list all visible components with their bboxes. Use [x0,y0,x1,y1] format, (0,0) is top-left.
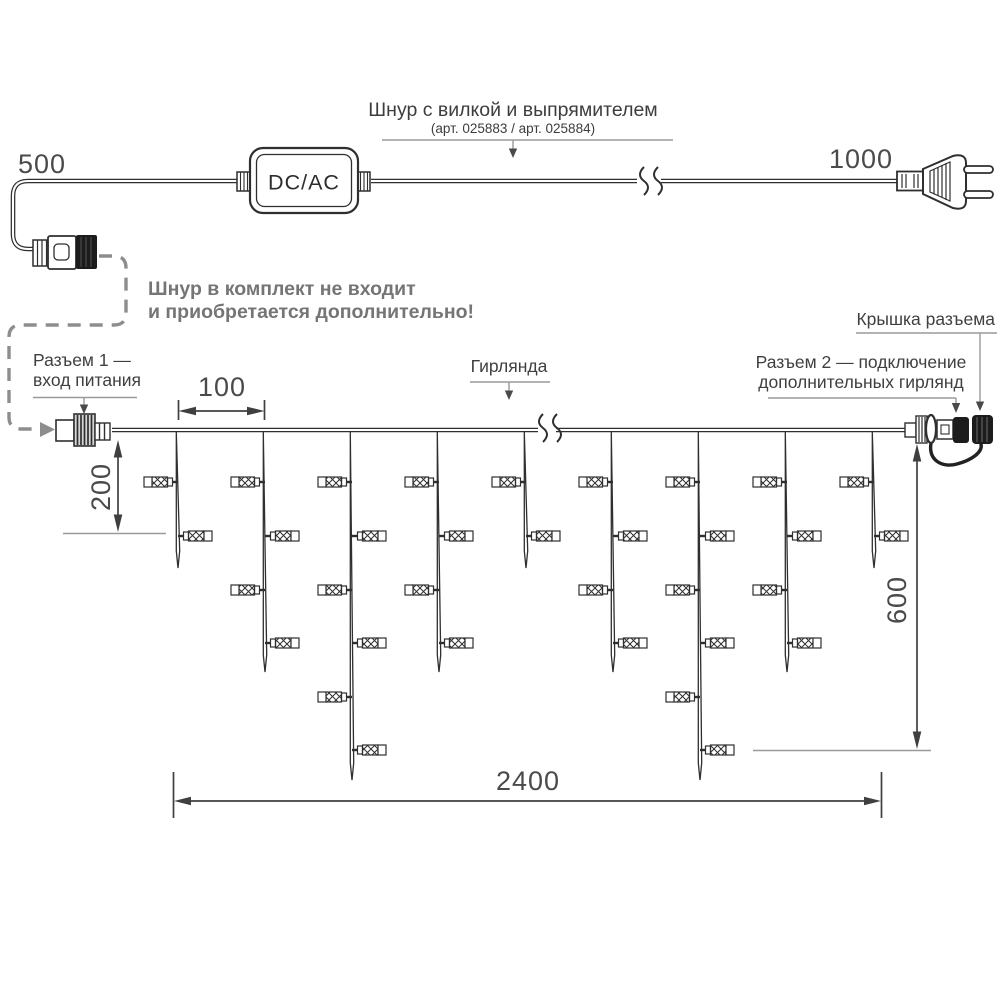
led-bulb [700,638,734,648]
led-bulb [231,585,265,595]
cable-break-symbol [638,167,662,195]
garland-label: Гирлянда [470,356,548,376]
led-bulb [579,585,613,595]
connector-2-body [953,417,969,443]
drop-strand [840,432,908,568]
led-bulb [352,745,386,755]
connector-2-label-line2: дополнительных гирлянд [758,372,964,392]
dashed-arrowhead [40,422,55,437]
cap-strap [931,443,982,465]
garland-label-leader [470,382,550,400]
drop-strand [405,432,473,672]
connector-2-label-line1: Разъем 2 — подключение [755,352,967,372]
dim-200-label: 200 [86,462,116,512]
garland-break-symbol [539,414,561,442]
connector-1-label-line1: Разъем 1 — [33,350,131,370]
led-bulb [526,531,560,541]
cap-label: Крышка разъема [856,309,995,329]
plug-prong [964,166,993,173]
note-line1: Шнур в комплект не входит [148,278,416,300]
power-cord-section [13,99,993,269]
led-bulb [352,638,386,648]
strap-ring [926,415,936,443]
led-bulb [318,477,352,487]
led-bulb [265,531,299,541]
dim-600-label: 600 [882,575,912,625]
garland-drops-layer [144,432,908,780]
drop-strand [753,432,821,672]
dim-2400-label: 2400 [495,766,561,796]
plug-prong [964,191,993,198]
led-bulb [874,531,908,541]
led-bulb [231,477,265,487]
led-bulb [439,531,473,541]
power-cord-wire [13,181,897,249]
not-included-dashed-path [9,256,126,437]
led-bulb [439,638,473,648]
dim-100-label: 100 [197,372,247,402]
led-bulb [787,531,821,541]
euro-plug [897,155,993,208]
connector-1-label-line2: вход питания [33,370,141,390]
connector-2-leader [768,398,960,413]
connector-1-leader [33,398,137,415]
connector-1-input [56,414,110,446]
led-bulb [178,531,212,541]
led-bulb [613,531,647,541]
dim-1000-label: 1000 [828,144,894,174]
note-line2: и приобретается дополнительно! [148,301,475,323]
led-bulb [840,477,874,487]
drop-strand [492,432,560,568]
cord-title-leader [382,140,673,158]
led-bulb [492,477,526,487]
drop-strand [579,432,647,672]
led-bulb [787,638,821,648]
drop-strand [144,432,212,568]
led-bulb [666,477,700,487]
led-bulb [700,745,734,755]
cord-title: Шнур с вилкой и выпрямителем [368,99,658,121]
converter-label: DC/AC [268,170,340,195]
led-bulb [753,585,787,595]
led-bulb [613,638,647,648]
led-bulb [666,585,700,595]
led-bulb [405,585,439,595]
led-bulb [666,692,700,702]
drop-strand [666,432,734,780]
dc-ac-converter [237,148,370,213]
drop-strand [231,432,299,672]
cord-subtitle: (арт. 025883 / арт. 025884) [430,121,596,136]
led-bulb [265,638,299,648]
led-bulb [352,531,386,541]
led-bulb [700,531,734,541]
led-bulb [144,477,178,487]
led-bulb [753,477,787,487]
dimension-100 [179,400,265,420]
cord-output-connector [33,235,97,269]
dim-500-label: 500 [17,149,67,179]
led-bulb [318,692,352,702]
drop-strand [318,432,386,780]
led-bulb [318,585,352,595]
led-bulb [405,477,439,487]
led-bulb [579,477,613,487]
